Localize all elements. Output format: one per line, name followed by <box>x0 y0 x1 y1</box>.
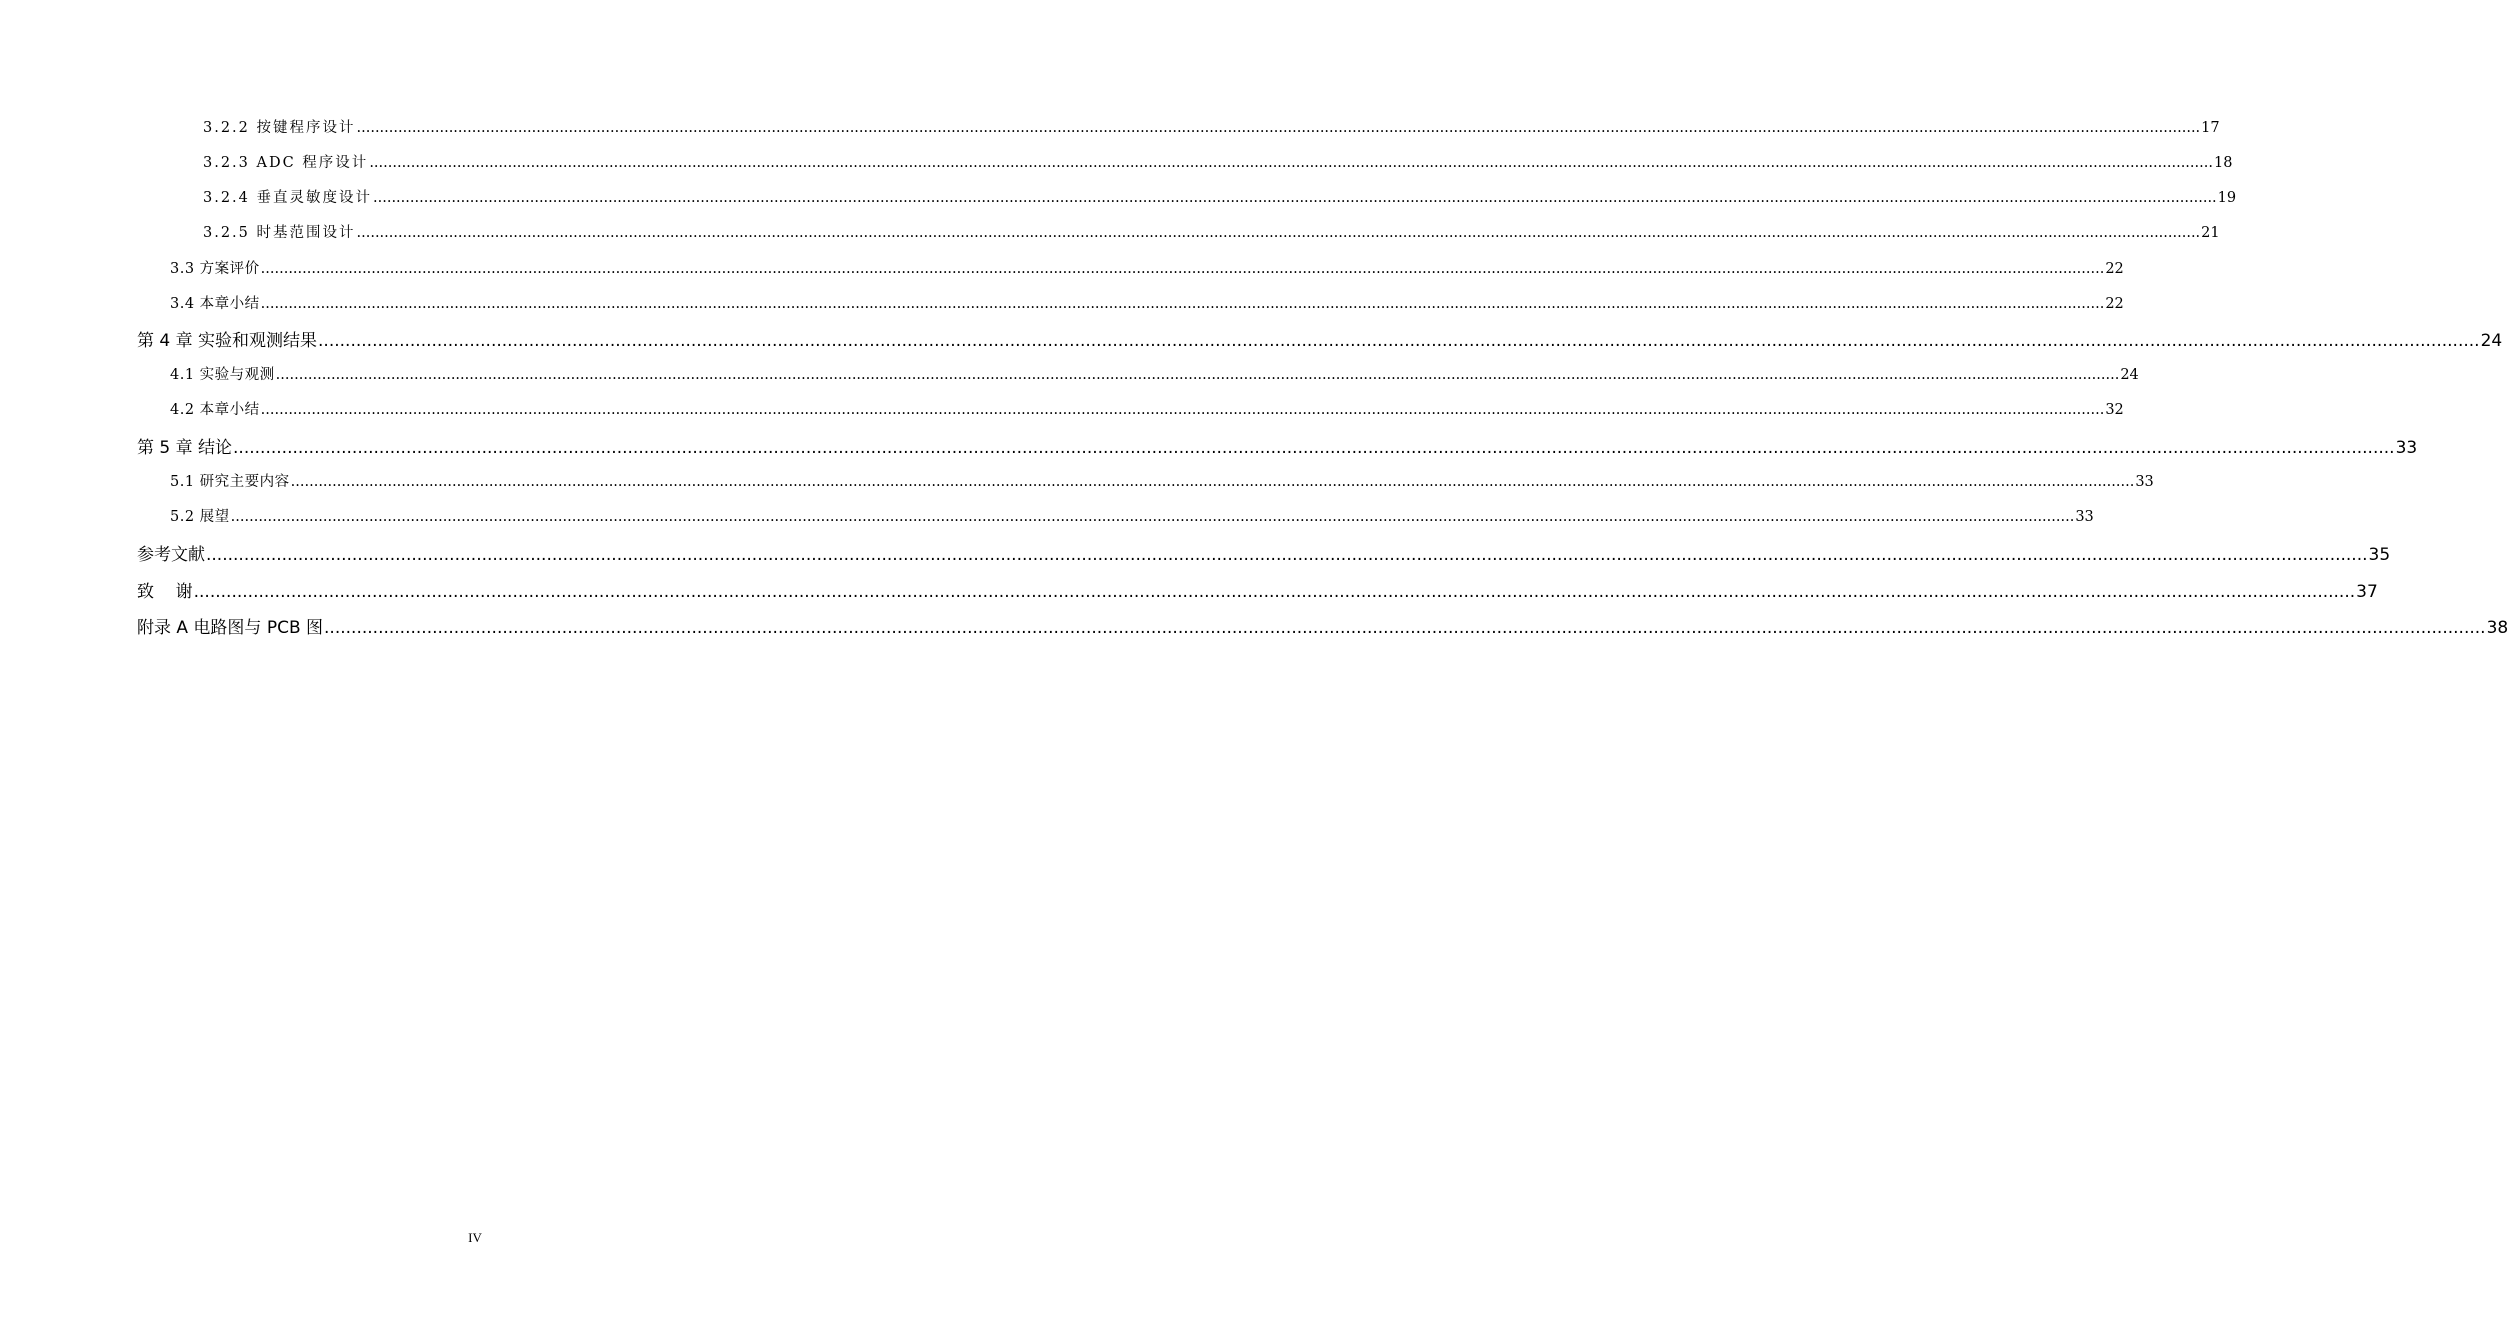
toc-leader-dots: ................................................................................................................................................................................................................................................................................................................................................................................................................ <box>318 331 2480 351</box>
toc-leader-dots: ................................................................................................................................................................................................................................................................................................................................................................................................................ <box>324 618 2486 638</box>
toc-entry <box>203 116 2220 137</box>
toc-entry <box>203 186 2237 207</box>
toc-leader-dots: ................................................................................................................................................................................................................................................................................................................................................................................................................ <box>356 225 2201 241</box>
toc-entry-page: 21 <box>2201 225 2220 241</box>
toc-entry-title: 参考文献 <box>137 545 205 565</box>
toc-leader-dots: ................................................................................................................................................................................................................................................................................................................................................................................................................ <box>260 402 2105 418</box>
toc-leader-dots: ................................................................................................................................................................................................................................................................................................................................................................................................................ <box>206 545 2368 565</box>
toc-entry-page: 37 <box>2356 582 2378 602</box>
toc-entry <box>170 505 2094 526</box>
toc-entry <box>170 470 2154 491</box>
toc-entry-title: 3.2.5 时基范围设计 <box>203 225 356 241</box>
toc-entry-page: 18 <box>2213 155 2233 171</box>
toc-entry <box>170 257 2124 278</box>
toc-entry-title: 附录 A 电路图与 PCB 图 <box>137 618 324 638</box>
toc-leader-dots: ................................................................................................................................................................................................................................................................................................................................................................................................................ <box>373 190 2217 206</box>
toc-entry-page: 33 <box>2395 438 2418 458</box>
toc-chapter-entry <box>137 577 2378 602</box>
toc-entry-page: 19 <box>2217 190 2237 206</box>
toc-entry-page: 38 <box>2486 618 2508 638</box>
toc-entry-title: 3.2.2 按键程序设计 <box>203 120 356 136</box>
toc-entry-title: 4.2 本章小结 <box>170 402 260 418</box>
toc-entry-title: 3.4 本章小结 <box>170 296 260 312</box>
toc-entry-page: 32 <box>2105 402 2124 418</box>
toc-entry-title: 3.2.3 ADC 程序设计 <box>203 155 369 171</box>
toc-leader-dots: ................................................................................................................................................................................................................................................................................................................................................................................................................ <box>356 120 2201 136</box>
toc-entry-page: 35 <box>2368 545 2391 565</box>
toc-entry-title: 5.2 展望 <box>170 509 230 525</box>
toc-entry-page: 22 <box>2105 296 2124 312</box>
toc-leader-dots: ................................................................................................................................................................................................................................................................................................................................................................................................................ <box>230 509 2075 525</box>
page-number: IV <box>468 1230 482 1245</box>
toc-entry <box>170 292 2124 313</box>
toc-entry-page: 33 <box>2075 509 2094 525</box>
toc-chapter-entry <box>137 613 2508 638</box>
toc-entry-title: 第 5 章 结论 <box>137 438 233 458</box>
toc-entry-title: 3.3 方案评价 <box>170 261 260 277</box>
toc-entry-page: 33 <box>2135 474 2154 490</box>
toc-entry-title: 5.1 研究主要内容 <box>170 474 290 490</box>
toc-chapter-entry <box>137 540 2391 565</box>
toc-entry-page: 17 <box>2201 120 2220 136</box>
toc-entry-title: 4.1 实验与观测 <box>170 367 275 383</box>
toc-chapter-entry <box>137 433 2418 458</box>
toc-leader-dots: ................................................................................................................................................................................................................................................................................................................................................................................................................ <box>369 155 2213 171</box>
toc-leader-dots: ................................................................................................................................................................................................................................................................................................................................................................................................................ <box>233 438 2395 458</box>
toc-entry-page: 24 <box>2120 367 2139 383</box>
toc-entry <box>203 221 2220 242</box>
toc-entry-title: 第 4 章 实验和观测结果 <box>137 331 318 351</box>
toc-leader-dots: ................................................................................................................................................................................................................................................................................................................................................................................................................ <box>193 582 2356 602</box>
toc-entry-page: 24 <box>2480 331 2503 351</box>
toc-entry-page: 22 <box>2105 261 2124 277</box>
toc-chapter-entry <box>137 326 2503 351</box>
toc-entry-title: 3.2.4 垂直灵敏度设计 <box>203 190 373 206</box>
toc-leader-dots: ................................................................................................................................................................................................................................................................................................................................................................................................................ <box>275 367 2120 383</box>
toc-leader-dots: ................................................................................................................................................................................................................................................................................................................................................................................................................ <box>260 261 2105 277</box>
toc-entry <box>170 363 2139 384</box>
toc-leader-dots: ................................................................................................................................................................................................................................................................................................................................................................................................................ <box>290 474 2135 490</box>
toc-leader-dots: ................................................................................................................................................................................................................................................................................................................................................................................................................ <box>260 296 2105 312</box>
toc-entry <box>170 398 2124 419</box>
toc-entry-title: 致 谢 <box>137 582 193 602</box>
toc-entry <box>203 151 2233 172</box>
